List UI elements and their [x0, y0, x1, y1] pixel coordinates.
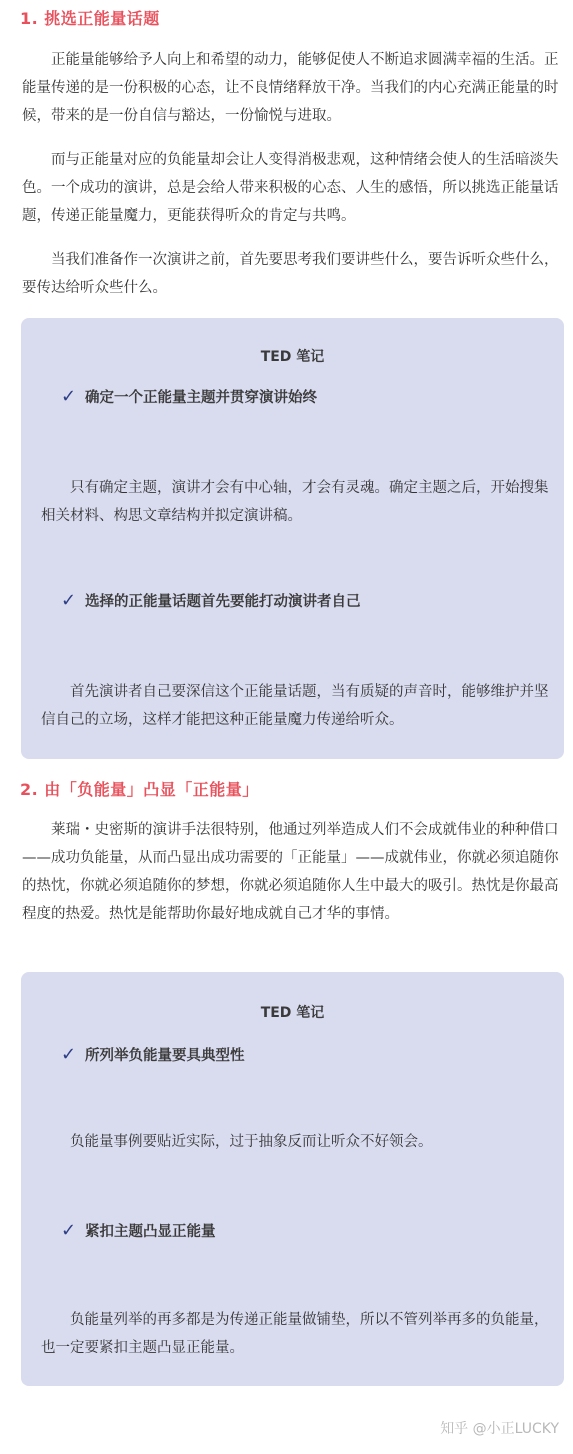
- ted-note-box-1: [21, 318, 564, 759]
- note-item-label: 所列举负能量要具典型性: [85, 1048, 245, 1064]
- note-item-heading: [61, 386, 544, 407]
- checkmark-icon: ✓: [61, 386, 77, 407]
- section-1-paragraph-3: 当我们准备作一次演讲之前，首先要思考我们要讲些什么，要告诉听众些什么，要传达给听众些什么。: [22, 252, 559, 296]
- section-1-paragraph-1: 正能量能够给予人向上和希望的动力，能够促使人不断追求圆满幸福的生活。正能量传递的是一份积极的心态，让不良情绪释放干净。当我们的内心充满正能量的时候，带来的是一份自信与豁达，一份愉悦与进取。: [22, 52, 559, 124]
- checkmark-icon: ✓: [61, 1044, 77, 1065]
- note-item-text: 负能量事例要贴近实际，过于抽象反而让听众不好领会。: [70, 1134, 433, 1150]
- checkmark-icon: ✓: [61, 590, 77, 611]
- note-item-text: 负能量列举的再多都是为传递正能量做铺垫，所以不管列举再多的负能量，也一定要紧扣主题凸显正能量。: [41, 1312, 549, 1356]
- note-item-heading: [61, 1044, 544, 1065]
- note-item-text: 首先演讲者自己要深信这个正能量话题，当有质疑的声音时，能够维护并坚信自己的立场，这样才能把这种正能量魔力传递给听众。: [41, 684, 549, 728]
- section-1-paragraph-2: 而与正能量对应的负能量却会让人变得消极悲观，这种情绪会使人的生活暗淡失色。一个成功的演讲，总是会给人带来积极的心态、人生的感悟，所以挑选正能量话题，传递正能量魔力，更能获得听众的肯定与共鸣。: [22, 152, 559, 224]
- note-item-heading: [61, 1220, 544, 1241]
- section-2-heading: 2. 由「负能量」凸显「正能量」: [20, 780, 259, 799]
- ted-note-box-2: [21, 972, 564, 1386]
- note-item-text: 只有确定主题，演讲才会有中心轴，才会有灵魂。确定主题之后，开始搜集相关材料、构思文章结构并拟定演讲稿。: [41, 480, 549, 524]
- checkmark-icon: ✓: [61, 1220, 77, 1241]
- note-item-label: 紧扣主题凸显正能量: [85, 1224, 216, 1240]
- ted-note-title: TED 笔记: [260, 349, 325, 365]
- note-item-label: 选择的正能量话题首先要能打动演讲者自己: [85, 594, 361, 610]
- zhihu-watermark: 知乎 @小正LUCKY: [440, 1421, 559, 1437]
- note-item-label: 确定一个正能量主题并贯穿演讲始终: [85, 390, 317, 406]
- section-1-heading: 1. 挑选正能量话题: [20, 9, 160, 28]
- note-item-heading: [61, 590, 544, 611]
- section-2-paragraph-1: 莱瑞・史密斯的演讲手法很特别，他通过列举造成人们不会成就伟业的种种借口——成功负能量，从而凸显出成功需要的「正能量」——成就伟业，你就必须追随你的热忱，你就必须追随你的梦想，你就必须追随你人生中最大的吸引。热忱是你最高程度的热爱。热忱是能帮助你最好地成就自己才华的事情。: [22, 822, 559, 922]
- ted-note-title: TED 笔记: [260, 1005, 325, 1021]
